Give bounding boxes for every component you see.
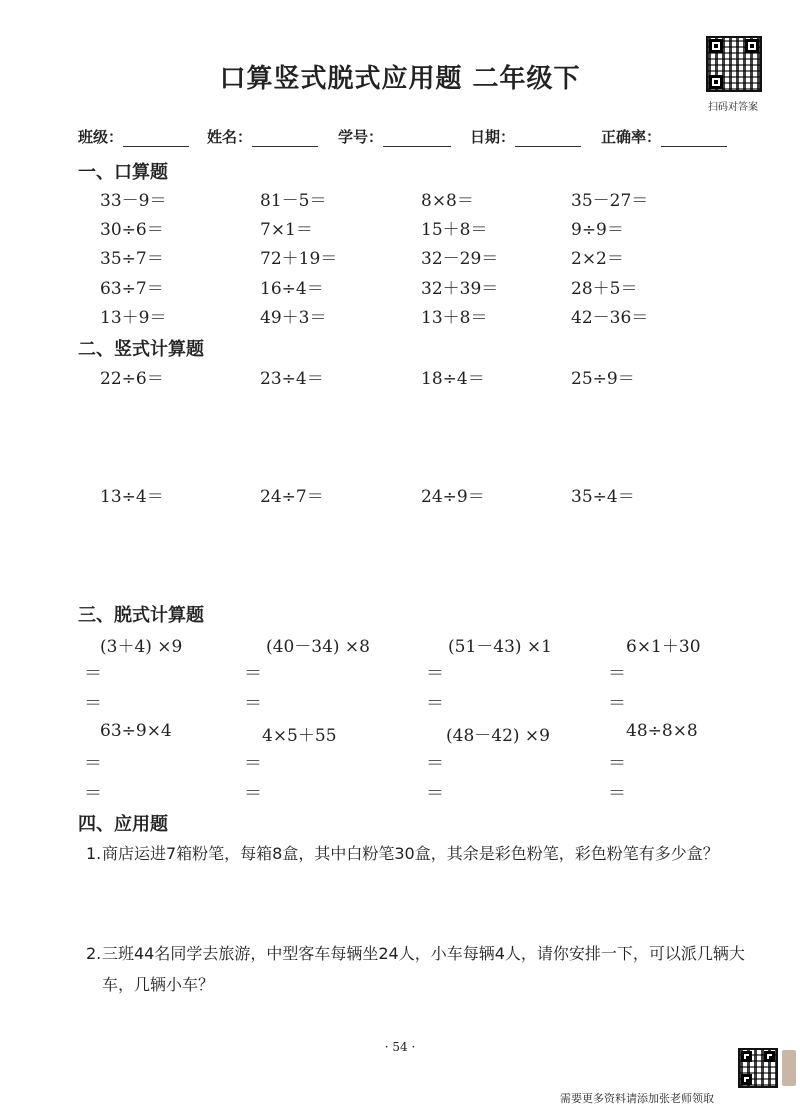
- word-problem-text: 三班44名同学去旅游，中型客车每辆坐24人，小车每辆4人，请你安排一下，可以派几辆大车，几辆小车？: [102, 944, 745, 994]
- equals-sign: ＝: [608, 663, 626, 684]
- name-field[interactable]: [207, 126, 318, 147]
- step-calc-item: (48－42) ×9: [446, 726, 550, 746]
- step-calc-item: (40－34) ×8: [266, 637, 370, 657]
- equals-sign: ＝: [608, 753, 626, 774]
- accuracy-blank[interactable]: [661, 130, 727, 147]
- step-calc-item: (3＋4) ×9: [100, 637, 183, 657]
- equals-sign: ＝: [426, 693, 444, 714]
- student-id-label: 学号：: [338, 128, 384, 146]
- step-calc-item: 6×1＋30: [626, 637, 701, 657]
- mental-math-item: 30÷6＝: [100, 220, 164, 240]
- equals-sign: ＝: [426, 783, 444, 804]
- step-calc-item: 63÷9×4: [100, 721, 172, 741]
- section-title-word-problems: 四、应用题: [78, 814, 168, 835]
- problem-number: 2.: [86, 944, 102, 963]
- equals-sign: ＝: [426, 663, 444, 684]
- student-id-blank[interactable]: [383, 130, 451, 147]
- mental-math-item: 81－5＝: [260, 191, 327, 211]
- mental-math-item: 72＋19＝: [260, 249, 338, 269]
- accuracy-field[interactable]: [601, 126, 727, 147]
- mental-math-item: 28＋5＝: [571, 279, 638, 299]
- class-blank[interactable]: [123, 130, 189, 147]
- vertical-calc-item: 18÷4＝: [421, 369, 485, 389]
- equals-sign: ＝: [608, 783, 626, 804]
- mental-math-item: 9÷9＝: [571, 220, 624, 240]
- mental-math-item: 32－29＝: [421, 249, 499, 269]
- equals-sign: ＝: [244, 753, 262, 774]
- mental-math-item: 13＋8＝: [421, 308, 488, 328]
- equals-sign: ＝: [426, 753, 444, 774]
- footer-note: 需要更多资料请添加张老师领取: [560, 1092, 714, 1105]
- equals-sign: ＝: [84, 663, 102, 684]
- equals-sign: ＝: [84, 693, 102, 714]
- section-title-mental-math: 一、口算题: [78, 162, 168, 183]
- footer-qr-code-icon: [738, 1048, 778, 1088]
- student-id-field[interactable]: [338, 126, 451, 147]
- page-title: 口算竖式脱式应用题 二年级下: [219, 64, 581, 94]
- mental-math-item: 42－36＝: [571, 308, 649, 328]
- word-problem-text: 商店运进7箱粉笔，每箱8盒，其中白粉笔30盒，其余是彩色粉笔，彩色粉笔有多少盒？: [102, 844, 719, 863]
- mental-math-item: 49＋3＝: [260, 308, 327, 328]
- class-label: 班级：: [78, 128, 124, 146]
- vertical-calc-item: 22÷6＝: [100, 369, 164, 389]
- section-title-vertical-calc: 二、竖式计算题: [78, 339, 204, 360]
- mental-math-item: 13＋9＝: [100, 308, 167, 328]
- equals-sign: ＝: [244, 663, 262, 684]
- mental-math-item: 32＋39＝: [421, 279, 499, 299]
- vertical-calc-item: 24÷7＝: [260, 487, 324, 507]
- step-calc-item: 4×5＋55: [262, 726, 337, 746]
- mental-math-item: 35－27＝: [571, 191, 649, 211]
- page-number: · 54 ·: [384, 1040, 416, 1054]
- class-field[interactable]: [78, 126, 189, 147]
- date-field[interactable]: [470, 126, 581, 147]
- mental-math-item: 8×8＝: [421, 191, 474, 211]
- date-label: 日期：: [470, 128, 516, 146]
- vertical-calc-item: 23÷4＝: [260, 369, 324, 389]
- section-title-step-calc: 三、脱式计算题: [78, 605, 204, 626]
- equals-sign: ＝: [244, 693, 262, 714]
- mental-math-item: 35÷7＝: [100, 249, 164, 269]
- vertical-calc-item: 13÷4＝: [100, 487, 164, 507]
- vertical-calc-item: 35÷4＝: [571, 487, 635, 507]
- mental-math-item: 2×2＝: [571, 249, 624, 269]
- avatar: [782, 1050, 796, 1086]
- name-blank[interactable]: [252, 130, 318, 147]
- qr-caption: 扫码对答案: [708, 102, 758, 113]
- qr-code-icon: [706, 36, 762, 92]
- problem-number: 1.: [86, 844, 102, 863]
- equals-sign: ＝: [84, 783, 102, 804]
- vertical-calc-item: 24÷9＝: [421, 487, 485, 507]
- equals-sign: ＝: [244, 783, 262, 804]
- mental-math-item: 63÷7＝: [100, 279, 164, 299]
- date-blank[interactable]: [515, 130, 581, 147]
- name-label: 姓名：: [207, 128, 253, 146]
- step-calc-item: 48÷8×8: [626, 721, 698, 741]
- equals-sign: ＝: [608, 693, 626, 714]
- vertical-calc-item: 25÷9＝: [571, 369, 635, 389]
- accuracy-label: 正确率：: [601, 128, 662, 146]
- step-calc-item: (51－43) ×1: [448, 637, 552, 657]
- mental-math-item: 15＋8＝: [421, 220, 488, 240]
- mental-math-item: 16÷4＝: [260, 279, 324, 299]
- equals-sign: ＝: [84, 753, 102, 774]
- mental-math-item: 33－9＝: [100, 191, 167, 211]
- mental-math-item: 7×1＝: [260, 220, 313, 240]
